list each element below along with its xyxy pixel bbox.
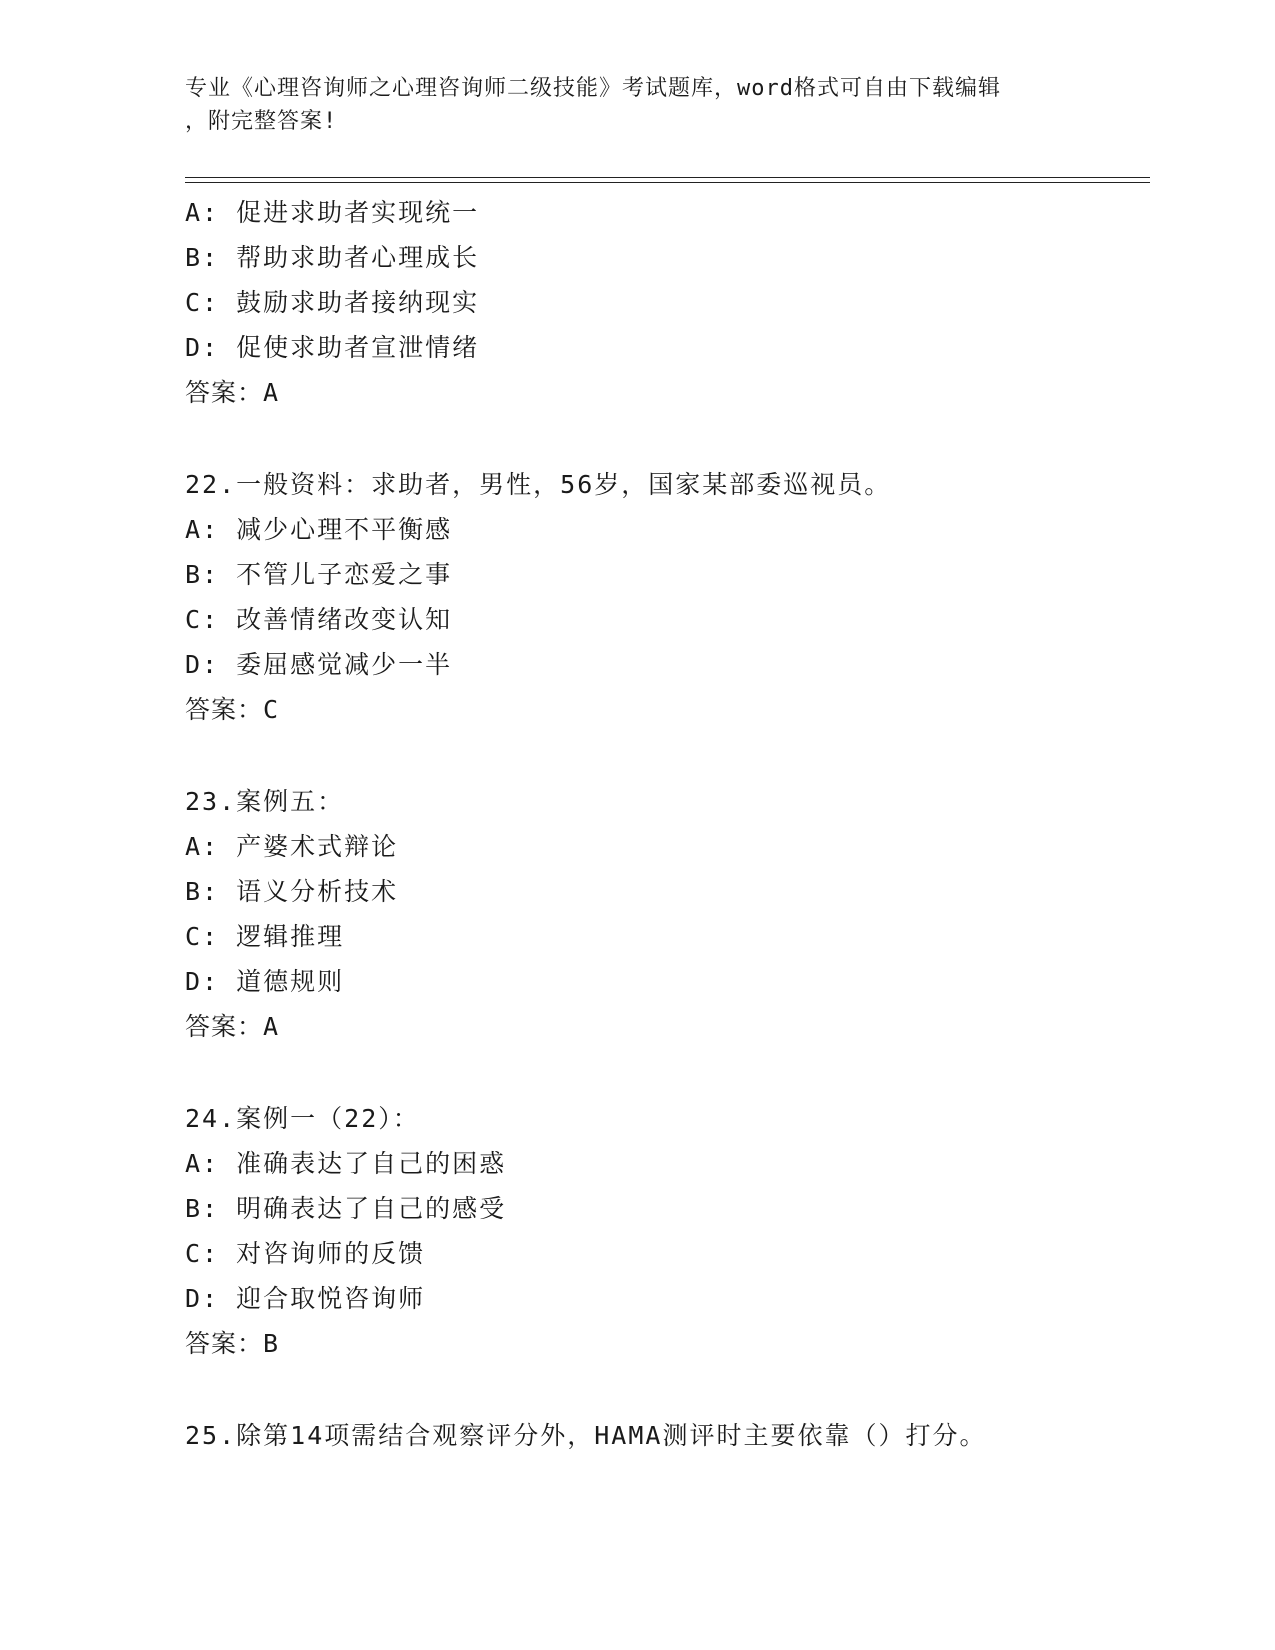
question-stem: 24.案例一（22）： [185, 1104, 420, 1133]
question-stem: 23.案例五： [185, 787, 345, 816]
question-25 [185, 1413, 1150, 1458]
answer-line [185, 370, 1150, 415]
option-b: B: 明确表达了自己的感受 [185, 1194, 507, 1223]
option-a: A: 减少心理不平衡感 [185, 515, 453, 544]
answer-line [185, 1004, 1150, 1049]
answer-value: A [263, 1012, 280, 1041]
question-stem: 25.除第14项需结合观察评分外，HAMA测评时主要依靠（）打分。 [185, 1421, 987, 1450]
question-stem: 22.一般资料：求助者，男性，56岁，国家某部委巡视员。 [185, 470, 892, 499]
answer-label: 答案： [185, 1012, 264, 1041]
question-24 [185, 1096, 1150, 1366]
header-title-line1: 专业《心理咨询师之心理咨询师二级技能》考试题库，word格式可自由下载编辑 [185, 76, 1001, 101]
header-divider-bottom [185, 182, 1150, 183]
option-d: D: 促使求助者宣泄情绪 [185, 333, 480, 362]
option-d: D: 迎合取悦咨询师 [185, 1284, 426, 1313]
question-23 [185, 779, 1150, 1049]
answer-label: 答案： [185, 695, 264, 724]
option-c: C: 改善情绪改变认知 [185, 605, 453, 634]
option-a: A: 产婆术式辩论 [185, 832, 399, 861]
option-b: B: 帮助求助者心理成长 [185, 243, 480, 272]
option-c: C: 鼓励求助者接纳现实 [185, 288, 480, 317]
header-divider-top [185, 177, 1150, 178]
option-d: D: 道德规则 [185, 967, 345, 996]
answer-value: B [263, 1329, 280, 1358]
question-21-continuation [185, 190, 1150, 415]
question-22 [185, 462, 1150, 732]
option-b: B: 不管儿子恋爱之事 [185, 560, 453, 589]
answer-value: C [263, 695, 280, 724]
option-c: C: 对咨询师的反馈 [185, 1239, 426, 1268]
question-list [185, 190, 1150, 1458]
answer-line [185, 687, 1150, 732]
document-header [185, 72, 1065, 138]
header-title-line2: ，附完整答案! [185, 109, 338, 134]
answer-label: 答案： [185, 378, 264, 407]
option-d: D: 委屈感觉减少一半 [185, 650, 453, 679]
answer-label: 答案： [185, 1329, 264, 1358]
option-b: B: 语义分析技术 [185, 877, 399, 906]
answer-line [185, 1321, 1150, 1366]
option-a: A: 促进求助者实现统一 [185, 198, 480, 227]
option-c: C: 逻辑推理 [185, 922, 345, 951]
option-a: A: 准确表达了自己的困惑 [185, 1149, 507, 1178]
answer-value: A [263, 378, 280, 407]
